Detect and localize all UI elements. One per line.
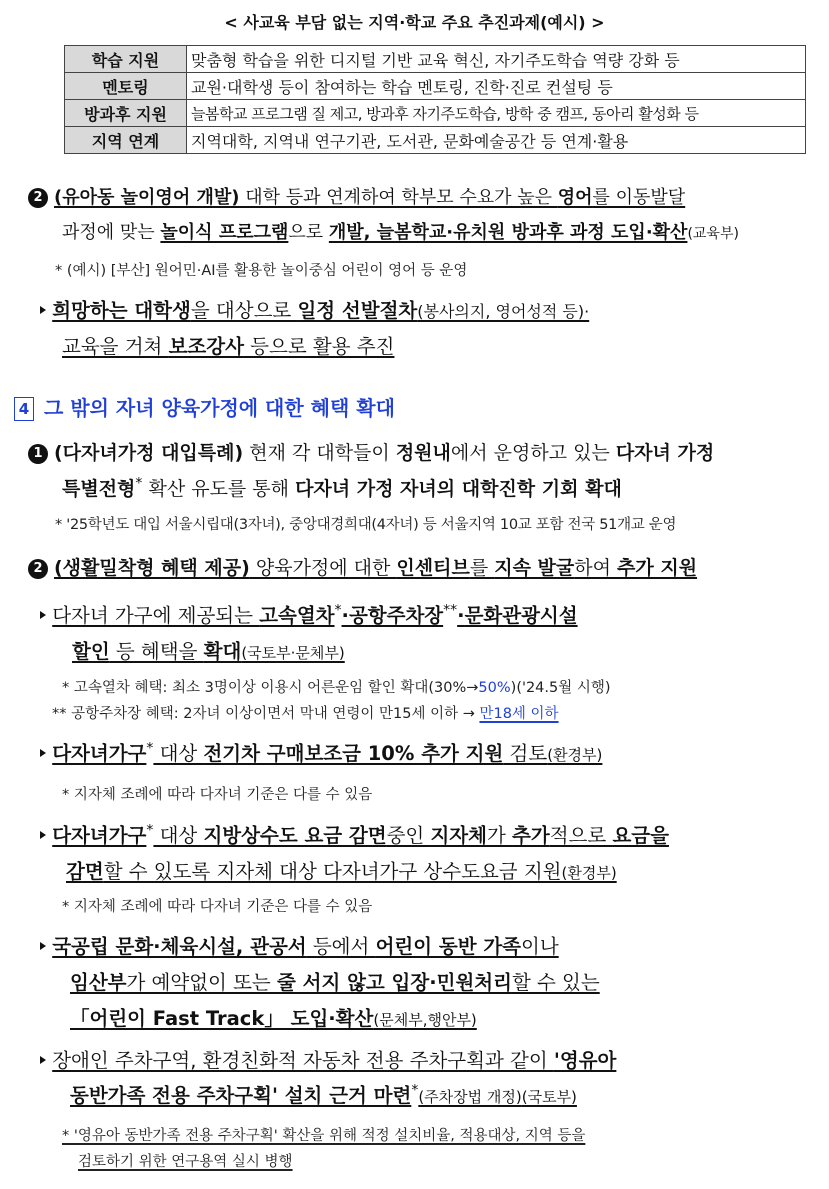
note: * 지자체 조례에 따라 다자녀 기준은 다를 수 있음 [62,899,373,915]
table-row [65,73,806,100]
page-title: < 사교육 부담 없는 지역·학교 주요 추진과제(예시) > [224,13,605,32]
note: * 고속열차 혜택: 최소 3명이상 이용시 어른운임 할인 확대(30%→50%)('24.5월 시행) [62,680,611,696]
section-heading: 4 그 밖의 자녀 양육가정에 대한 혜택 확대 [14,392,395,421]
bullet-item-cont: 교육을 거쳐 보조강사 등으로 활용 추진 [62,335,395,358]
bullet-icon [40,1056,46,1064]
circled-number-icon: 1 [28,444,48,464]
table-row-header: 학습 지원 [65,46,187,73]
bullet-item: 다자녀 가구에 제공되는 고속열차*·공항주차장**·문화관광시설 [40,600,578,628]
paragraph-benefits-heading: 2 (생활밀착형 혜택 제공) 양육가정에 대한 인센티브를 지속 발굴하여 추가 지원 [28,553,697,580]
paragraph-play-english-line2: 과정에 맞는 놀이식 프로그램으로 개발, 늘봄학교·유치원 방과후 과정 도입·확산(교육부) [62,222,739,243]
bullet-icon [40,306,46,314]
table-cell: 늘봄학교 프로그램 질 제고, 방과후 자기주도학습, 방학 중 캠프, 동아리 활성화 등 [187,100,806,127]
table-row-header: 방과후 지원 [65,100,187,127]
bullet-item: 다자녀가구* 대상 지방상수도 요금 감면중인 지자체가 추가적으로 요금을 [40,820,669,848]
bullet-item-cont: 감면할 수 있도록 지자체 대상 다자녀가구 상수도요금 지원(환경부) [66,860,617,883]
table-row-header: 멘토링 [65,73,187,100]
table-cell: 맞춤형 학습을 위한 디지털 기반 교육 혁신, 자기주도학습 역량 강화 등 [187,46,806,73]
task-table [64,45,806,154]
note: 검토하기 위한 연구용역 실시 병행 [78,1154,293,1170]
bullet-icon [40,942,46,950]
bullet-item-cont: 동반가족 전용 주차구획' 설치 근거 마련*(주차장법 개정)(국토부) [70,1082,577,1107]
table-row [65,127,806,154]
table-cell: 교원·대학생 등이 참여하는 학습 멘토링, 진학·진로 컨설팅 등 [187,73,806,100]
paragraph-play-english-line1: 2 (유아동 놀이영어 개발) 대학 등과 연계하여 학부모 수요가 높은 영어를 이동발달 [28,183,685,209]
bullet-item-cont: 할인 등 혜택을 확대(국토부·문체부) [72,640,345,663]
bullet-item-cont: 임산부가 예약없이 또는 줄 서지 않고 입장·민원처리할 수 있는 [70,971,600,994]
bullet-item-cont: 「어린이 Fast Track」 도입·확산(문체부,행안부) [70,1007,477,1030]
note: * 지자체 조례에 따라 다자녀 기준은 다를 수 있음 [62,787,373,803]
circled-number-icon: 2 [28,559,48,579]
bullet-item: 희망하는 대학생을 대상으로 일정 선발절차(봉사의지, 영어성적 등)· [40,295,589,323]
table-row [65,46,806,73]
table-row-header: 지역 연계 [65,127,187,154]
table-cell: 지역대학, 지역내 연구기관, 도서관, 문화예술공간 등 연계·활용 [187,127,806,154]
bullet-icon [40,749,46,757]
note: * '25학년도 대입 서울시립대(3자녀), 중앙대경희대(4자녀) 등 서울지역 10교 포함 전국 51개교 운영 [55,517,677,533]
bullet-icon [40,831,46,839]
note: ** 공항주차장 혜택: 2자녀 이상이면서 막내 연령이 만15세 이하 → 만18세 이하 [52,706,559,722]
section-number-box: 4 [14,397,34,421]
bullet-icon [40,611,46,619]
circled-number-icon: 2 [28,188,48,208]
bullet-item: 다자녀가구* 대상 전기차 구매보조금 10% 추가 지원 검토(환경부) [40,738,602,766]
bullet-item: 장애인 주차구역, 환경친화적 자동차 전용 주차구획과 같이 '영유아 [40,1045,616,1073]
bullet-item: 국공립 문화·체육시설, 관공서 등에서 어린이 동반 가족이나 [40,931,559,959]
paragraph-admission-line1: 1 (다자녀가정 대입특례) 현재 각 대학들이 정원내에서 운영하고 있는 다자녀 가정 [28,438,714,465]
note: * (예시) [부산] 원어민·AI를 활용한 놀이중심 어린이 영어 등 운영 [55,263,468,279]
paragraph-admission-line2: 특별전형* 확산 유도를 통해 다자녀 가정 자녀의 대학진학 기회 확대 [62,475,622,500]
note: * '영유아 동반가족 전용 주차구획' 확산을 위해 적정 설치비율, 적용대상, 지역 등을 [62,1128,586,1144]
table-row [65,100,806,127]
